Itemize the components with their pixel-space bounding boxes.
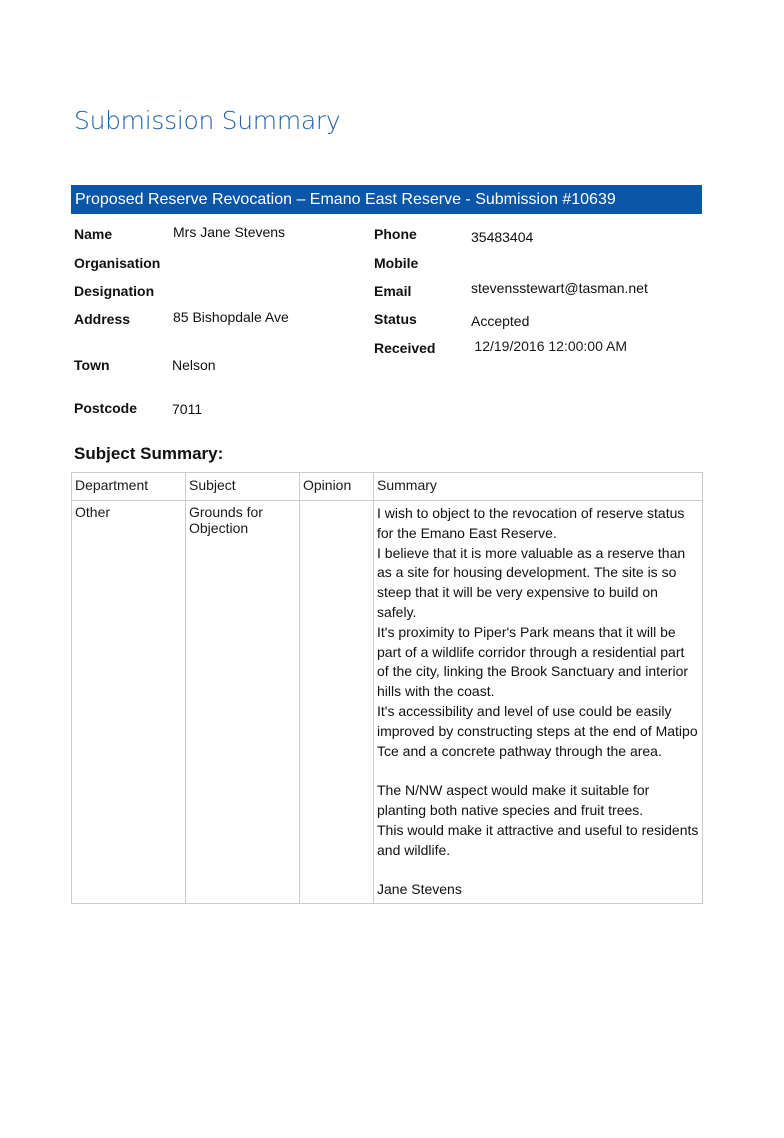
phone-value: 35483404: [471, 229, 534, 245]
status-value: Accepted: [471, 313, 530, 329]
summary-paragraph: The N/NW aspect would make it suitable for planting both native species and fruit trees.: [377, 782, 650, 818]
town-value: Nelson: [172, 357, 216, 373]
table-row: [72, 501, 703, 904]
page-title: Submission Summary: [74, 106, 341, 135]
email-value: stevensstewart@tasman.net: [471, 280, 648, 296]
column-header-opinion: Opinion: [300, 473, 374, 501]
received-label: Received: [374, 340, 436, 356]
subject-summary-table: [71, 472, 703, 904]
status-label: Status: [374, 311, 417, 327]
postcode-label: Postcode: [74, 400, 138, 416]
department-cell: Other: [72, 501, 186, 904]
address-value: 85 Bishopdale Ave: [173, 309, 289, 325]
subject-cell: Grounds for Objection: [186, 501, 300, 904]
summary-signature: Jane Stevens: [377, 881, 462, 898]
column-header-summary: Summary: [374, 473, 703, 501]
summary-paragraph: It's accessibility and level of use could be easily improved by constructing steps at the end of Matipo Tce and a concrete pathway through the area.: [377, 702, 698, 759]
phone-label: Phone: [374, 226, 417, 242]
summary-paragraph: I wish to object to the revocation of reserve status for the Emano East Reserve.: [377, 505, 685, 541]
summary-cell: [374, 501, 703, 904]
mobile-label: Mobile: [374, 255, 419, 271]
email-label: Email: [374, 283, 412, 299]
subject-summary-heading: Subject Summary:: [74, 444, 224, 463]
submission-header-bar: Proposed Reserve Revocation – Emano East Reserve - Submission #10639: [71, 185, 702, 214]
summary-paragraph: It's proximity to Piper's Park means that it will be part of a wildlife corridor through a residential part of the city, linking the Brook Sanctuary and interior hills with the coast.: [377, 623, 689, 700]
column-header-subject: Subject: [186, 473, 300, 501]
name-value: Mrs Jane Stevens: [173, 224, 286, 240]
column-header-department: Department: [72, 473, 186, 501]
address-label: Address: [74, 311, 131, 327]
designation-label: Designation: [74, 283, 155, 299]
summary-paragraph: I believe that it is more valuable as a reserve than as a site for housing development. The site is so steep that it will be very expensive to build on safely.: [377, 544, 686, 620]
table-header-row: [72, 473, 703, 501]
name-label: Name: [74, 226, 113, 242]
postcode-value: 7011: [172, 401, 203, 417]
summary-paragraph: This would make it attractive and useful to residents and wildlife.: [377, 821, 699, 858]
opinion-cell: [300, 501, 374, 904]
town-label: Town: [74, 357, 110, 373]
received-value: 12/19/2016 12:00:00 AM: [474, 338, 627, 354]
organisation-label: Organisation: [74, 255, 161, 271]
